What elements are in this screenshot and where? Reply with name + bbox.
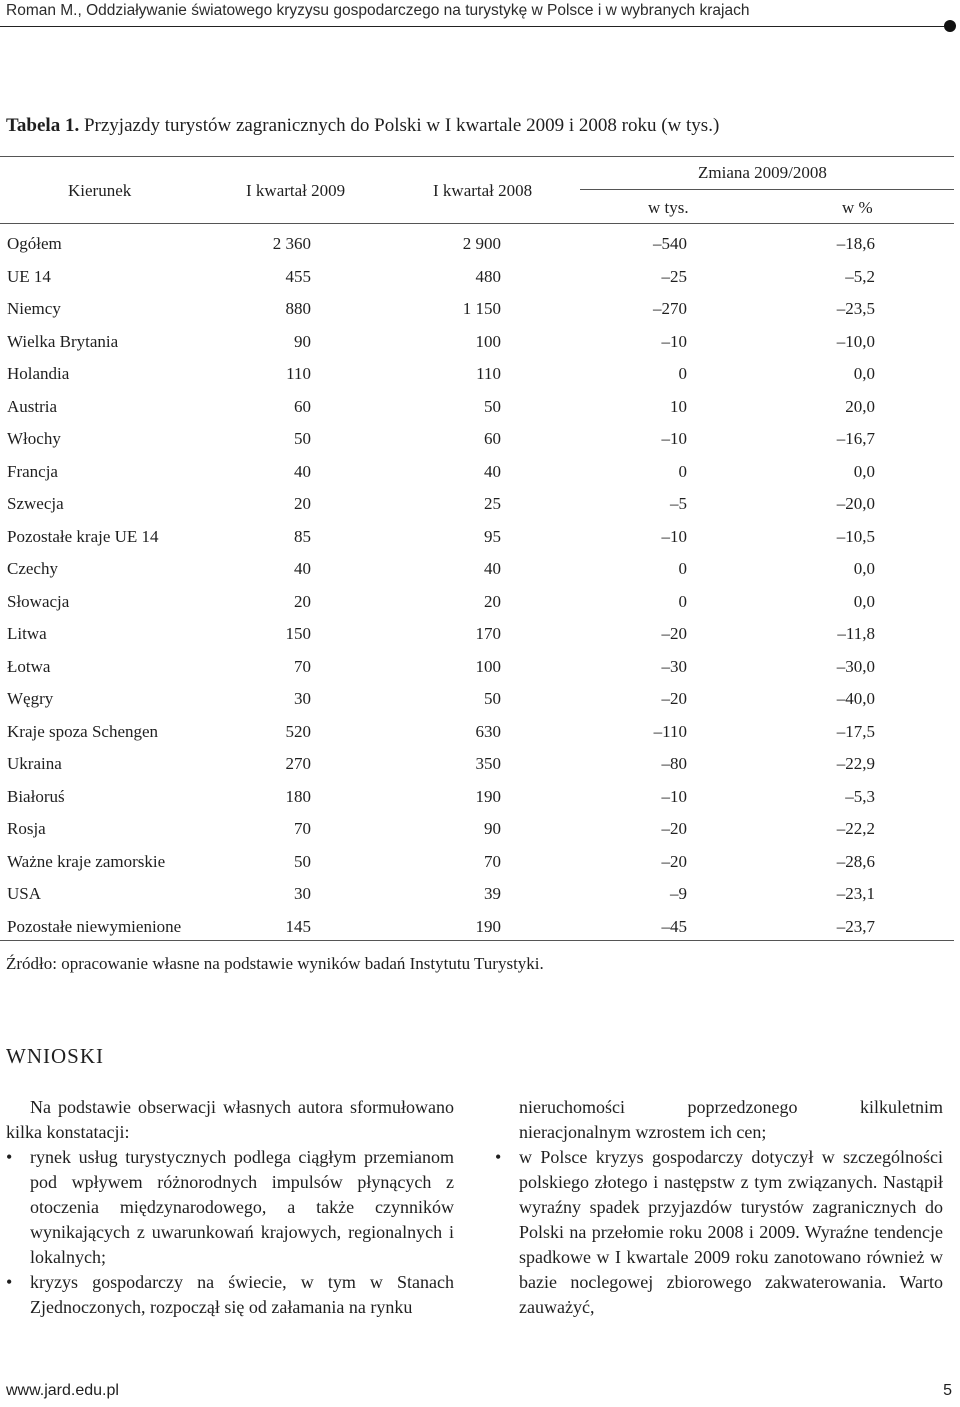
cell-change-pct: –23,1 [836, 884, 875, 903]
cell-q2009: 50 [294, 851, 311, 871]
cell-q2009: 50 [294, 429, 311, 448]
header-change-rule [580, 189, 954, 190]
cell-q2008: 90 [484, 819, 501, 838]
header-direction: Kierunek [68, 181, 132, 200]
cell-direction: Ważne kraje zamorskie [7, 851, 166, 871]
cell-q2009: 70 [294, 819, 311, 838]
cell-q2008: 480 [475, 266, 501, 286]
cell-direction: Rosja [7, 819, 46, 838]
bullet-text: kryzys gospodarczy na świecie, w tym w Stanach Zjednoczonych, rozpoczął się od załamania na rynku [30, 1272, 454, 1317]
cell-q2009: 520 [285, 721, 311, 741]
table-row [0, 591, 960, 623]
cell-q2008: 39 [484, 884, 501, 903]
cell-q2009: 20 [294, 591, 311, 611]
cell-change-abs: –10 [661, 429, 687, 448]
cell-direction: Austria [7, 396, 58, 416]
cell-change-pct: –5,3 [845, 786, 875, 806]
cell-q2009: 40 [294, 461, 311, 481]
bullet-marker: • [6, 1147, 13, 1167]
cell-change-abs: –10 [661, 331, 687, 351]
cell-direction: Włochy [7, 429, 61, 448]
cell-change-abs: –20 [661, 851, 687, 871]
cell-q2009: 30 [294, 884, 311, 903]
table-row [0, 818, 960, 850]
cell-q2008: 50 [484, 396, 501, 416]
header-change-abs: w tys. [648, 198, 689, 217]
header-change: Zmiana 2009/2008 [698, 163, 827, 182]
header-change-pct: w % [842, 198, 873, 217]
cell-change-abs: –20 [661, 624, 687, 643]
cell-q2009: 30 [294, 689, 311, 708]
cell-change-abs: –20 [661, 819, 687, 838]
table-row [0, 526, 960, 558]
cell-change-pct: 0,0 [853, 461, 875, 481]
cell-change-pct: –22,9 [836, 754, 875, 773]
table-label: Tabela 1. [6, 115, 80, 136]
cell-q2008: 2 900 [462, 234, 501, 253]
cell-q2008: 630 [475, 721, 501, 741]
table-row [0, 883, 960, 915]
cell-change-abs: –5 [670, 494, 687, 513]
table-row [0, 656, 960, 688]
table-bottom-rule [0, 940, 954, 941]
cell-q2009: 90 [294, 331, 311, 351]
cell-change-pct: –16,7 [836, 429, 875, 448]
cell-change-pct: –17,5 [836, 721, 875, 741]
cell-q2008: 40 [484, 461, 501, 481]
footer-url[interactable]: www.jard.edu.pl [6, 1382, 119, 1399]
cell-change-pct: –20,0 [836, 494, 875, 513]
cell-change-abs: –25 [661, 266, 687, 286]
cell-q2009: 20 [294, 494, 311, 513]
cell-change-abs: –45 [661, 916, 687, 936]
page-number: 5 [943, 1382, 952, 1399]
cell-direction: Węgry [7, 689, 54, 708]
header-q2008: I kwartał 2008 [433, 181, 533, 200]
table-row [0, 233, 960, 265]
cell-q2008: 100 [475, 331, 501, 351]
bullet-marker: • [6, 1272, 13, 1292]
cell-change-pct: 0,0 [853, 559, 875, 578]
table-row [0, 428, 960, 460]
cell-change-pct: –5,2 [845, 266, 875, 286]
cell-direction: Kraje spoza Schengen [7, 721, 159, 741]
table-title [6, 114, 946, 138]
cell-q2009: 455 [285, 266, 311, 286]
table-row [0, 786, 960, 818]
cell-direction: Wielka Brytania [7, 331, 119, 351]
cell-q2009: 180 [285, 786, 311, 806]
cell-q2008: 60 [484, 429, 501, 448]
cell-change-abs: –80 [661, 754, 687, 773]
cell-change-abs: –10 [661, 526, 687, 546]
cell-q2008: 190 [475, 786, 501, 806]
table-row [0, 688, 960, 720]
cell-change-abs: –110 [653, 721, 687, 741]
text-column-right [495, 1095, 943, 1320]
cell-direction: Niemcy [7, 299, 61, 318]
cell-q2008: 170 [475, 624, 501, 643]
cell-q2009: 85 [294, 526, 311, 546]
list-item [495, 1145, 943, 1320]
table-row [0, 916, 960, 948]
cell-q2008: 20 [484, 591, 501, 611]
cell-q2008: 50 [484, 689, 501, 708]
cell-direction: UE 14 [7, 266, 51, 286]
cell-q2008: 190 [475, 916, 501, 936]
intro-paragraph: Na podstawie obserwacji własnych autora sformułowano kilka konstatacji: [6, 1097, 454, 1142]
cell-q2008: 1 150 [462, 299, 501, 318]
cell-direction: Litwa [7, 624, 47, 643]
cell-change-pct: –11,8 [837, 624, 875, 643]
table-row [0, 493, 960, 525]
bullet-marker: • [495, 1147, 502, 1167]
cell-q2009: 150 [285, 624, 311, 643]
cell-change-abs: –9 [670, 884, 687, 903]
text-column-left [6, 1095, 454, 1320]
cell-direction: Słowacja [7, 591, 70, 611]
cell-change-abs: 10 [670, 396, 687, 416]
cell-direction: USA [7, 884, 42, 903]
table-row [0, 461, 960, 493]
cell-change-abs: –270 [653, 299, 687, 318]
cell-change-abs: –30 [661, 656, 687, 676]
cell-change-pct: –28,6 [836, 851, 875, 871]
cell-change-abs: –20 [661, 689, 687, 708]
cell-change-pct: –30,0 [836, 656, 875, 676]
table-row [0, 753, 960, 785]
table-caption: Przyjazdy turystów zagranicznych do Polski w I kwartale 2009 i 2008 roku (w tys.) [83, 115, 720, 136]
cell-change-abs: 0 [678, 461, 687, 481]
table-top-rule [0, 156, 954, 157]
cell-q2009: 40 [294, 559, 311, 578]
cell-change-abs: –10 [661, 786, 687, 806]
conclusions-list-right [495, 1095, 943, 1320]
cell-direction: Ukraina [7, 754, 62, 773]
table-row [0, 331, 960, 363]
cell-q2009: 145 [285, 916, 311, 936]
cell-q2009: 110 [286, 364, 311, 383]
cell-q2009: 880 [285, 299, 311, 318]
table-row [0, 266, 960, 298]
cell-direction: Pozostałe kraje UE 14 [7, 526, 159, 546]
table-row [0, 623, 960, 655]
cell-change-pct: –40,0 [836, 689, 875, 708]
conclusions-list-left [6, 1145, 454, 1320]
list-item [6, 1145, 454, 1270]
cell-change-pct: –23,7 [836, 916, 875, 936]
table-row [0, 298, 960, 330]
cell-q2009: 70 [294, 656, 311, 676]
cell-change-pct: –10,5 [836, 526, 875, 546]
table-row [0, 363, 960, 395]
cell-direction: Białoruś [7, 786, 65, 806]
bullet-text: w Polsce kryzys gospodarczy dotyczył w szczególności polskiego złotego i następstw z tym związanych. Nastąpił wyraźny spadek przyjazdów turystów zagranicznych do Polski na przełomie roku 2008 i 2009. Wyraźne tendencje spadkowe w I kwartale 2009 roku zanotowano również w bazie noclegowej zbiorowego zakwaterowania. Warto zauważyć, [519, 1147, 943, 1317]
list-item-continued [495, 1095, 943, 1145]
cell-change-abs: 0 [678, 559, 687, 578]
cell-change-abs: 0 [678, 591, 687, 611]
cell-change-pct: 20,0 [845, 396, 875, 416]
table-source: Źródło: opracowanie własne na podstawie wyników badań Instytutu Turystyki. [6, 954, 544, 973]
cell-q2008: 40 [484, 559, 501, 578]
bullet-text: nieruchomości poprzedzonego kilkuletnim nieracjonalnym wzrostem ich cen; [519, 1097, 943, 1142]
cell-q2008: 25 [484, 494, 501, 513]
cell-change-abs: –540 [653, 234, 687, 253]
cell-direction: Holandia [7, 364, 70, 383]
cell-change-abs: 0 [678, 364, 687, 383]
header-bottom-rule [0, 223, 954, 224]
cell-q2008: 350 [475, 754, 501, 773]
cell-change-pct: –23,5 [836, 299, 875, 318]
cell-direction: Ogółem [7, 234, 62, 253]
cell-change-pct: –10,0 [836, 331, 875, 351]
cell-change-pct: 0,0 [853, 364, 875, 383]
cell-change-pct: 0,0 [853, 591, 875, 611]
header-rule [0, 26, 944, 27]
section-heading: WNIOSKI [6, 1044, 104, 1068]
cell-q2008: 110 [476, 364, 501, 383]
cell-change-pct: –22,2 [836, 819, 875, 838]
cell-q2009: 270 [285, 754, 311, 773]
table-row [0, 721, 960, 753]
cell-q2009: 2 360 [272, 234, 311, 253]
cell-direction: Szwecja [7, 494, 64, 513]
table-row [0, 558, 960, 590]
cell-q2008: 100 [475, 656, 501, 676]
table-row [0, 851, 960, 883]
cell-q2008: 70 [484, 851, 501, 871]
cell-q2009: 60 [294, 396, 311, 416]
header-q2009: I kwartał 2009 [246, 181, 346, 200]
cell-direction: Czechy [7, 559, 58, 578]
cell-direction: Pozostałe niewymienione [7, 916, 182, 936]
cell-change-pct: –18,6 [836, 234, 875, 253]
cell-direction: Francja [7, 461, 58, 481]
table-row [0, 396, 960, 428]
cell-direction: Łotwa [7, 656, 51, 676]
header-dot [944, 20, 956, 32]
cell-q2008: 95 [484, 526, 501, 546]
list-item [6, 1270, 454, 1320]
bullet-text: rynek usług turystycznych podlega ciągłym przemianom pod wpływem różnorodnych impulsów płynących z otoczenia międzynarodowego, a także czynników wynikających z uwarunkowań krajowych, regionalnych i lokalnych; [30, 1147, 454, 1267]
running-header: Roman M., Oddziaływanie światowego kryzysu gospodarczego na turystykę w Polsce i w wybranych krajach [6, 2, 750, 19]
